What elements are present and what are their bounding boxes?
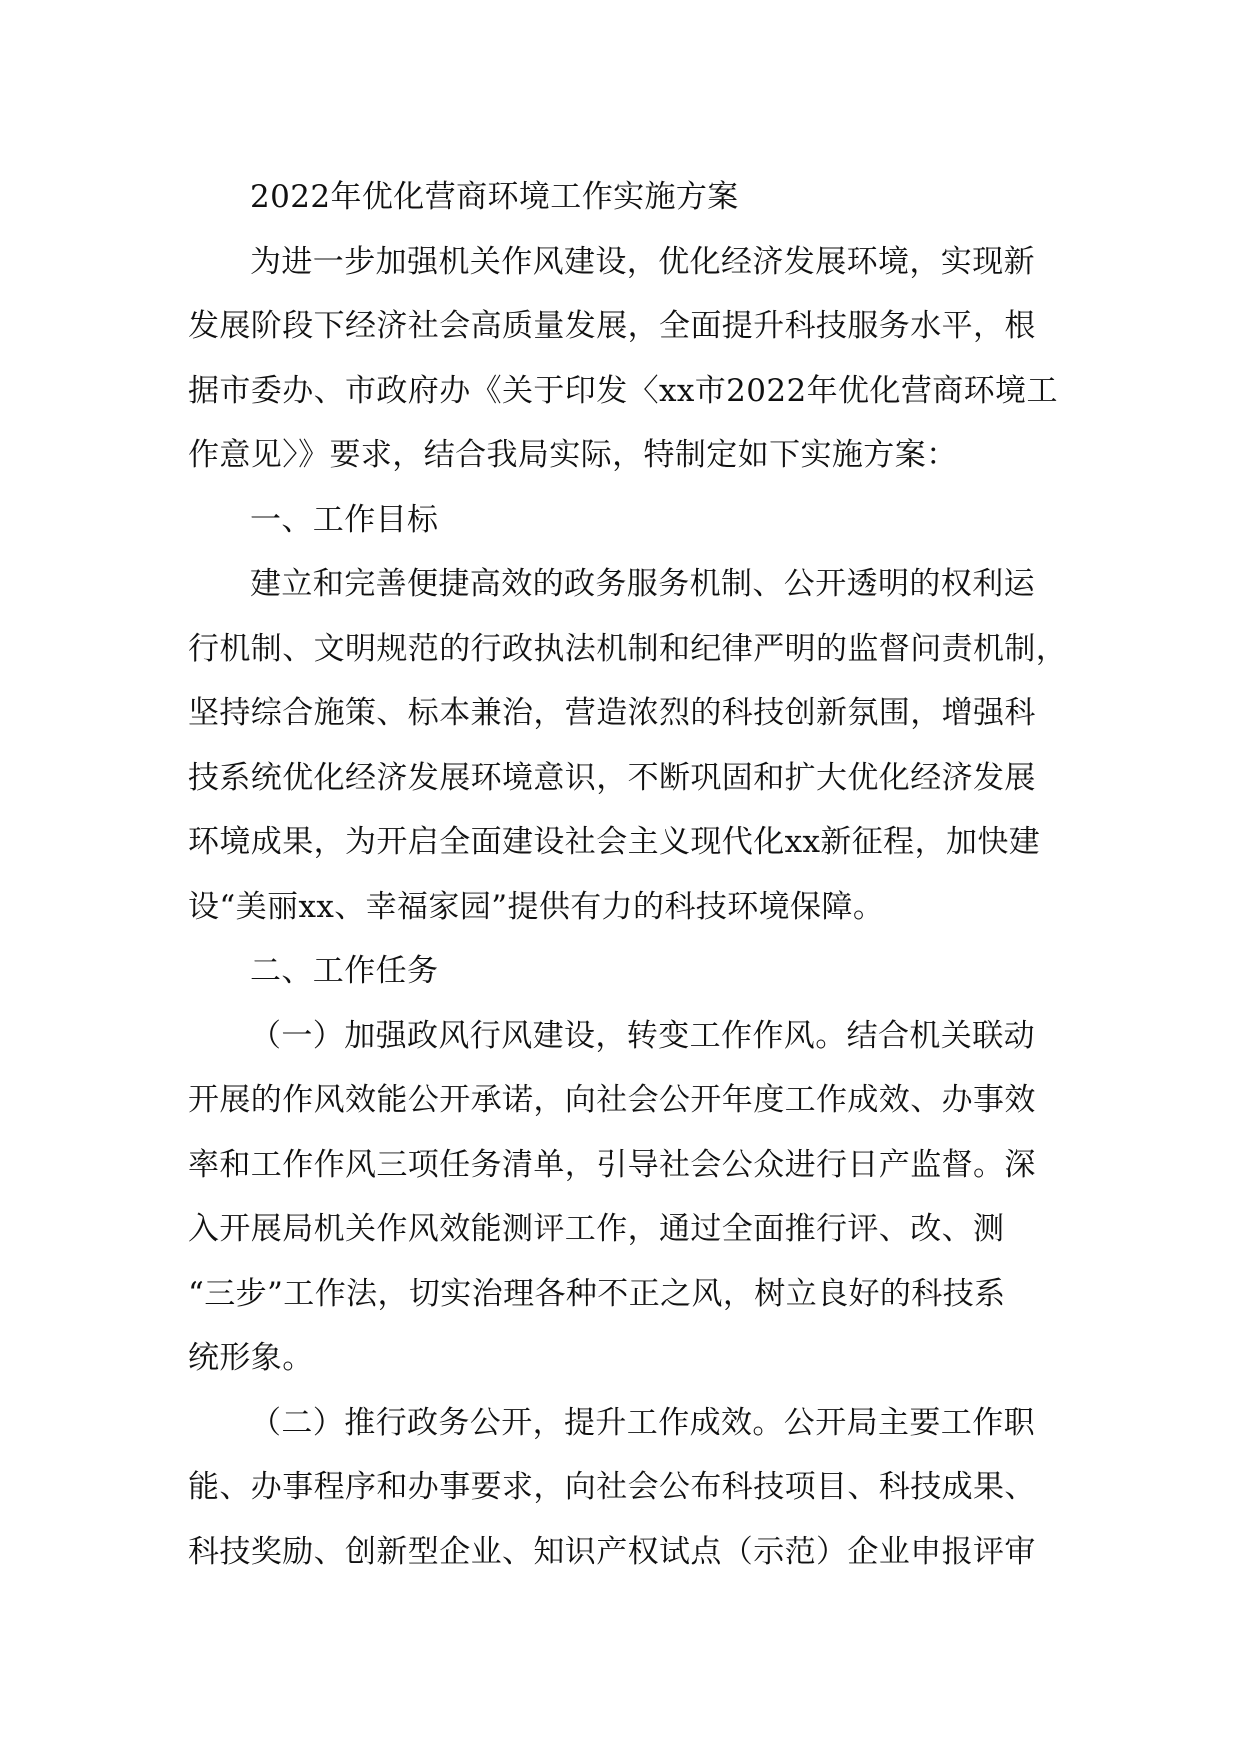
paragraph-line: 技系统优化经济发展环境意识，不断巩固和扩大优化经济发展 <box>188 759 1036 796</box>
paragraph-line: 为进一步加强机关作风建设，优化经济发展环境，实现新 <box>250 243 1035 280</box>
section-heading: 一、工作目标 <box>250 501 439 538</box>
paragraph-line: 环境成果，为开启全面建设社会主义现代化xx新征程，加快建 <box>188 824 1041 860</box>
paragraph-line: 科技奖励、创新型企业、知识产权试点（示范）企业申报评审 <box>188 1533 1036 1570</box>
paragraph-line: 率和工作作风三项任务清单，引导社会公众进行日产监督。深 <box>188 1146 1036 1183</box>
paragraph-line: 作意见〉》要求，结合我局实际，特制定如下实施方案： <box>188 437 958 473</box>
paragraph-line: 行机制、文明规范的行政执法机制和纪律严明的监督问责机制， <box>188 630 1068 667</box>
paragraph-line: 发展阶段下经济社会高质量发展，全面提升科技服务水平，根 <box>188 308 1036 344</box>
paragraph-line: 开展的作风效能公开承诺，向社会公开年度工作成效、办事效 <box>188 1082 1036 1118</box>
document-title: 2022年优化营商环境工作实施方案 <box>250 179 739 215</box>
document-body <box>188 165 1068 1584</box>
paragraph-line: 据市委办、市政府办《关于印发〈xx市2022年优化营商环境工 <box>188 372 1058 409</box>
paragraph-line: 建立和完善便捷高效的政务服务机制、公开透明的权利运 <box>250 566 1035 602</box>
paragraph-line: （二）推行政务公开，提升工作成效。公开局主要工作职 <box>250 1404 1035 1441</box>
paragraph-line: 坚持综合施策、标本兼治，营造浓烈的科技创新氛围，增强科 <box>188 695 1036 731</box>
paragraph-line: 设“美丽xx、幸福家园”提供有力的科技环境保障。 <box>188 888 885 925</box>
paragraph-line: 能、办事程序和办事要求，向社会公布科技项目、科技成果、 <box>188 1469 1036 1505</box>
section-heading: 二、工作任务 <box>250 953 439 989</box>
paragraph-line: “三步”工作法，切实治理各种不正之风，树立良好的科技系 <box>188 1275 1006 1312</box>
paragraph-line: 统形象。 <box>188 1340 314 1376</box>
paragraph-line: 入开展局机关作风效能测评工作，通过全面推行评、改、测 <box>188 1211 1005 1247</box>
paragraph-line: （一）加强政风行风建设，转变工作作风。结合机关联动 <box>250 1017 1035 1054</box>
